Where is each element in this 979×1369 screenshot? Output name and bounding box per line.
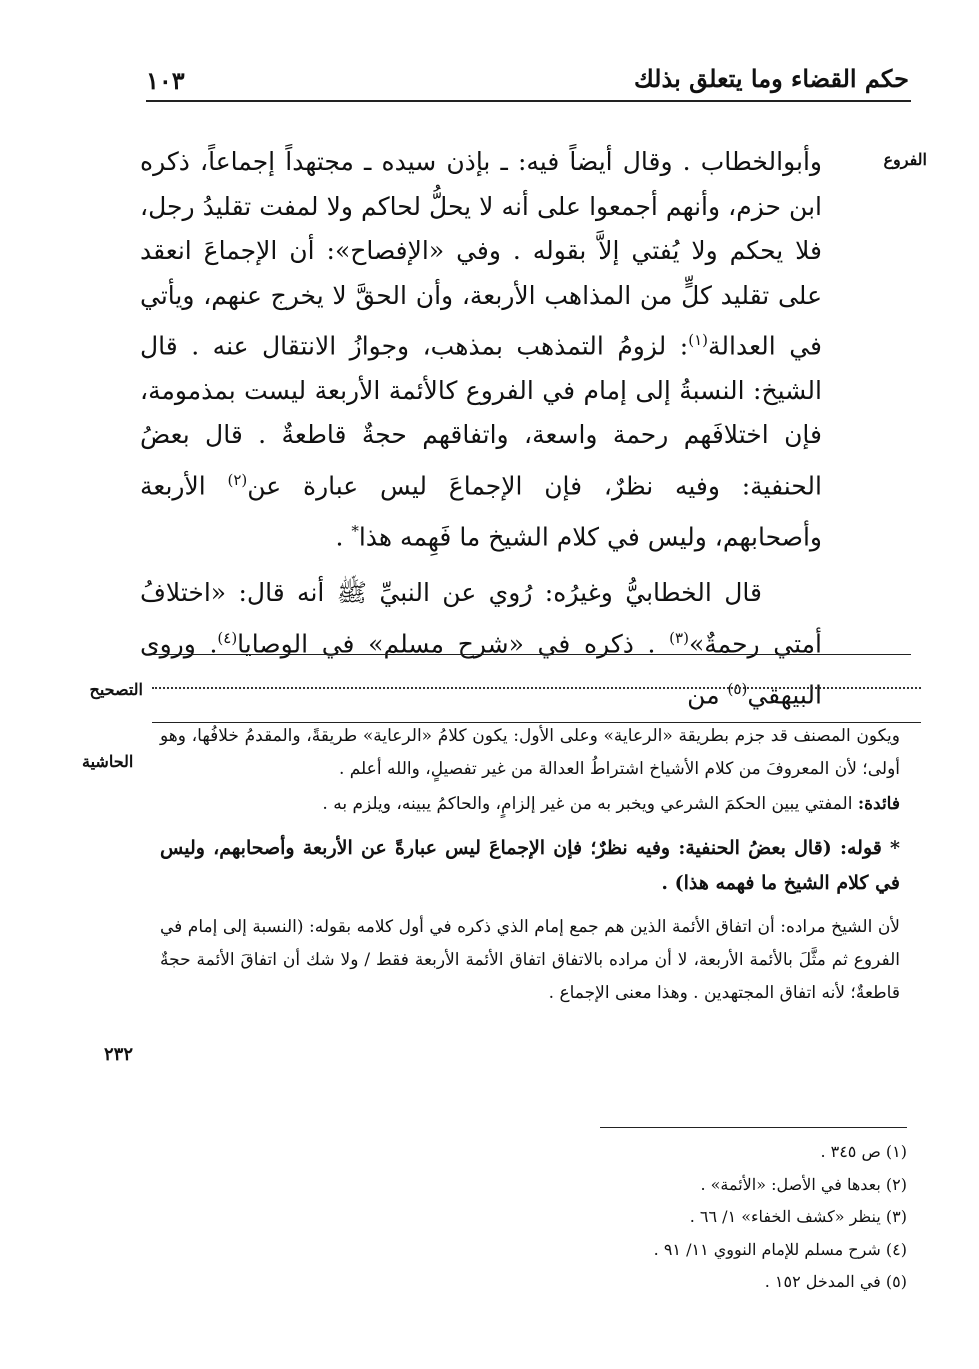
- side-label-furu: الفروع: [883, 150, 927, 169]
- qawl-quote: * قوله: (قال بعضُ الحنفية: وفيه نظرٌ؛ فإن الإجماعَ ليس عبارةً عن الأربعة وأصحابهم، وليس في كلام الشيخ ما فهمه هذا) .: [160, 837, 900, 894]
- margin-page-number: ٢٣٢: [104, 1044, 134, 1065]
- footnote-ref-1: (١): [688, 331, 708, 349]
- hashiya-text: [160, 720, 900, 1010]
- hashiya-paragraph-2: لأن الشيخ مراده: أن اتفاق الأئمة الذين هم جمع إمام الذي ذكره في أول كلامه بقوله: (النسبة إلى إمام في الفروع ثم مثَّلَ بالأئمة الأربعة، لا أن مراده بالاتفاق اتفاق الأئمة الأربعة فقط / ولا شك أن اتفاقَ الأئمة حجةٌ قاطعةٌ؛ لأنه اتفاق المجتهدين . وهذا معنى الإجماع .: [160, 917, 900, 1003]
- main-text: [140, 140, 822, 718]
- page-number: ١٠٣: [146, 66, 185, 95]
- main-paragraph-1: وأبوالخطاب . وقال أيضاً فيه: ـ بإذن سيده ـ مجتهداً إجماعاً، ذكره ابن حزم، وأنهم أجمعوا على أنه لا يحلُّ لحاكم ولا لمفت تقليدُ رجل، فلا يحكم ولا يُفتي إلاَّ بقوله . وفي «الإفصاح»: أن الإجماعَ انعقد على تقليد كلٍّ من المذاهب الأربعة، وأن الحقَّ لا يخرج عنهم، ويأتي في العدالة$^{(١)}$: لزومُ التمذهب بمذهب، وجوازُ الانتقال عنه . قال الشيخ: النسبةُ إلى إمام في الفروع كالأئمة الأربعة ليست بمذمومة، فإن اختلافَهم رحمة واسعة، واتفاقهم حجةٌ قاطعةٌ . قال بعضُ الحنفية: وفيه نظرٌ، فإن الإجماعَ ليس عبارة عن$^{(٢)}$ الأربعة وأصحابهم، وليس في كلام الشيخ ما فَهِمه هذا* .: [140, 147, 822, 551]
- footnote-ref-2: (٢): [227, 470, 248, 489]
- fa2ida-paragraph: فائدة: المفتي يبين الحكمَ الشرعي ويخبر به من غير إلزامٍ، والحاكمُ يبينه، ويلزم به .: [322, 794, 900, 814]
- side-label-hashiya: الحاشية: [82, 752, 134, 771]
- hashiya-paragraph-1: ويكون المصنف قد جزم بطريقة «الرعاية» وعلى الأول: يكون كلامُ «الرعاية» طريقةً، والمقدمُ خلافُها، وهو أولى؛ لأن المعروفَ من كلام الأشياخ اشتراطُ العدالة من غير تفصيلٍ، والله أعلم .: [160, 726, 900, 779]
- footnote-ref-3: (٣): [669, 628, 689, 647]
- asterisk-mark: *: [351, 521, 359, 540]
- side-label-tashih: التصحيح: [89, 680, 143, 699]
- running-header-title: حكم القضاء وما يتعلق بذلك: [633, 64, 909, 93]
- tashih-dotted-rule: [152, 687, 921, 689]
- footnote-item: (٢) بعدها في الأصل: «الأئمة» .: [700, 1174, 907, 1194]
- fa2ida-label: فائدة:: [857, 794, 900, 814]
- main-paragraph-2: قال الخطابيُّ وغيرُه: رُوي عن النبيِّ ﷺ أنه قال: «اختلافُ أمتي رحمةٌ»$^{(٣)}$ . ذكره في «شرح مسلم» في الوصايا$^{(٤)}$. وروى البيهقي$^{(٥)}$ من: [140, 578, 823, 710]
- main-bottom-rule: [152, 654, 911, 655]
- footnote-item: (٣) ينظر «كشف الخفاء» ١/ ٦٦ .: [689, 1207, 907, 1226]
- footnotes: [407, 1136, 907, 1299]
- footnote-item: (٤) شرح مسلم للإمام النووي ١١/ ٩١ .: [653, 1239, 907, 1259]
- footnote-item: (١) ص ٣٤٥ .: [820, 1142, 907, 1161]
- header-rule: [146, 100, 911, 102]
- footnote-rule: [600, 1127, 907, 1128]
- footnote-ref-4: (٤): [217, 628, 238, 647]
- footnote-ref-5: (٥): [727, 679, 748, 698]
- footnote-item: (٥) في المدخل ١٥٢ .: [764, 1272, 907, 1291]
